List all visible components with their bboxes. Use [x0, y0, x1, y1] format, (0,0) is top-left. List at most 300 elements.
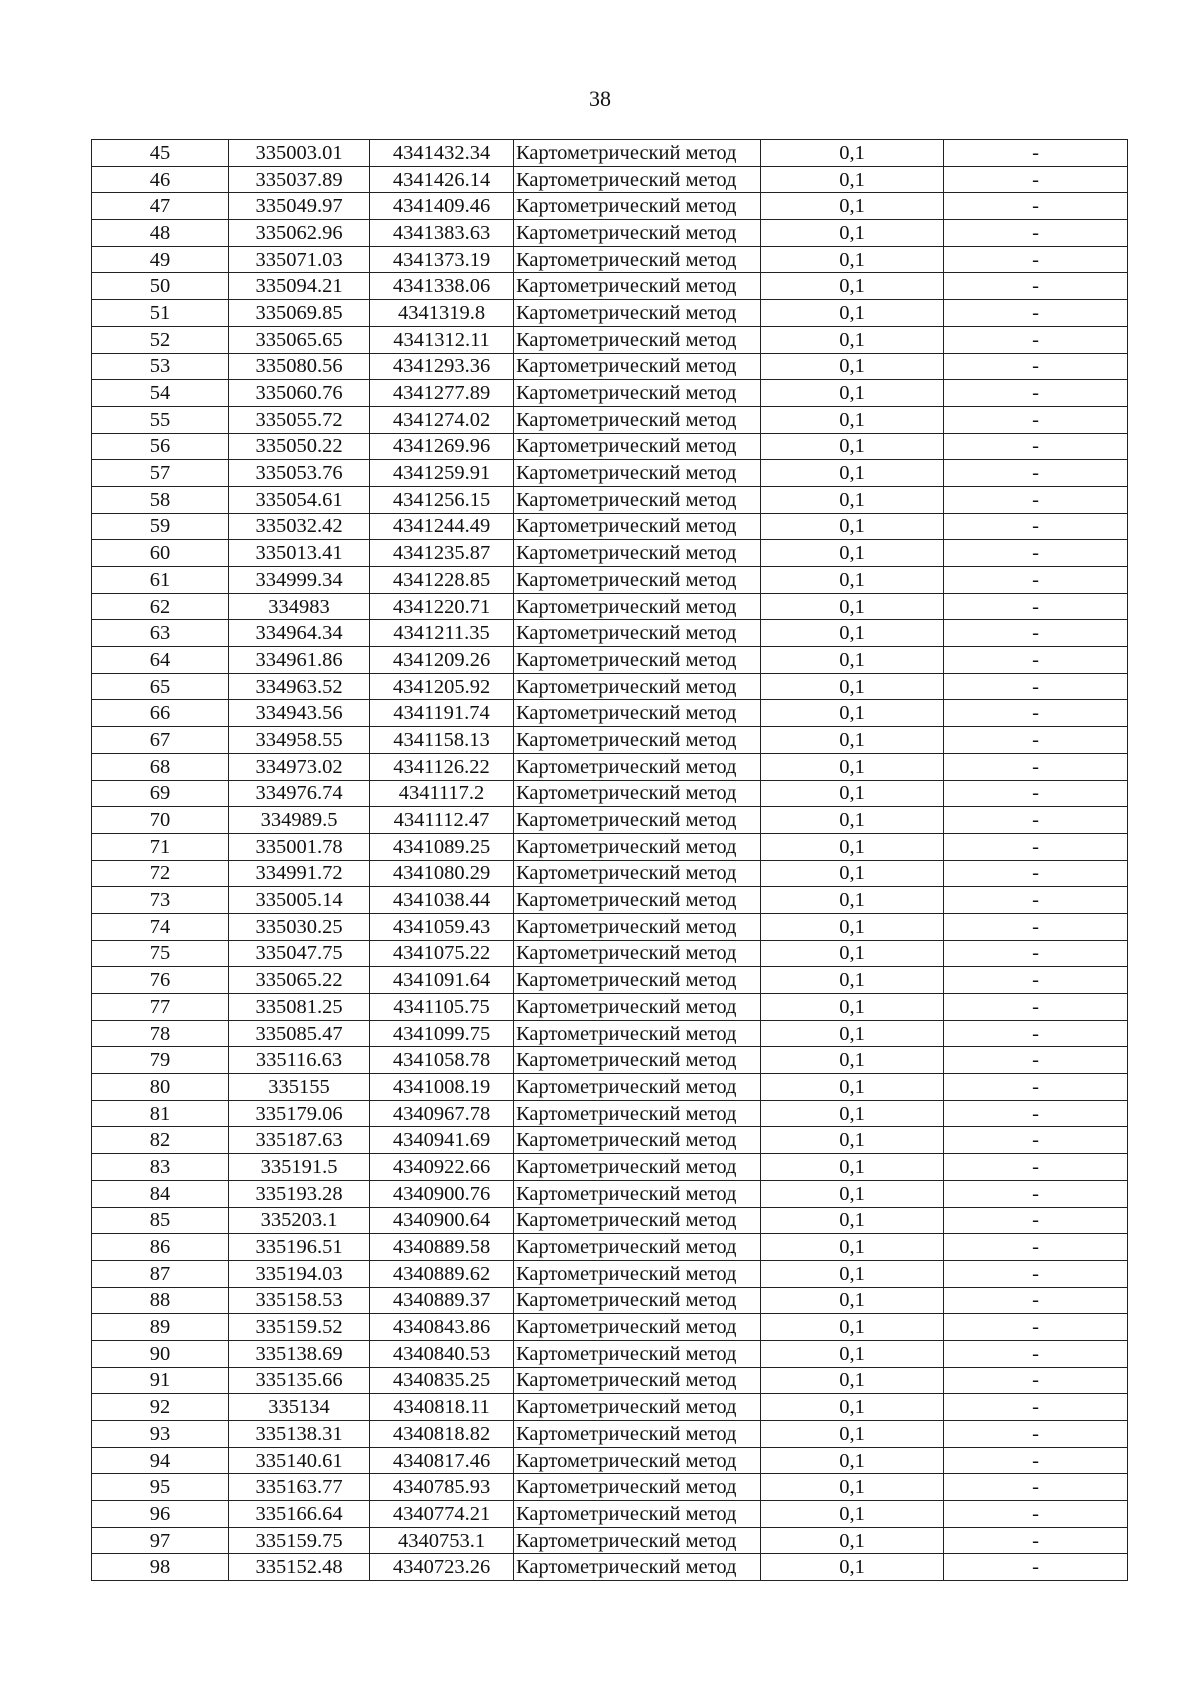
method-cell: Картометрический метод	[514, 994, 761, 1021]
point-number-cell: 82	[92, 1127, 229, 1154]
y-coordinate-cell: 4340922.66	[370, 1154, 514, 1181]
x-coordinate-cell: 334976.74	[229, 780, 370, 807]
accuracy-cell: 0,1	[761, 300, 944, 327]
point-number-cell: 47	[92, 193, 229, 220]
accuracy-cell: 0,1	[761, 593, 944, 620]
point-number-cell: 97	[92, 1527, 229, 1554]
accuracy-cell: 0,1	[761, 1207, 944, 1234]
x-coordinate-cell: 334989.5	[229, 807, 370, 834]
point-number-cell: 88	[92, 1287, 229, 1314]
y-coordinate-cell: 4341105.75	[370, 994, 514, 1021]
note-cell: -	[944, 353, 1128, 380]
y-coordinate-cell: 4340840.53	[370, 1340, 514, 1367]
accuracy-cell: 0,1	[761, 940, 944, 967]
y-coordinate-cell: 4341008.19	[370, 1074, 514, 1101]
method-cell: Картометрический метод	[514, 1234, 761, 1261]
method-cell: Картометрический метод	[514, 727, 761, 754]
x-coordinate-cell: 335013.41	[229, 540, 370, 567]
method-cell: Картометрический метод	[514, 380, 761, 407]
x-coordinate-cell: 335053.76	[229, 460, 370, 487]
y-coordinate-cell: 4341383.63	[370, 220, 514, 247]
accuracy-cell: 0,1	[761, 1447, 944, 1474]
note-cell: -	[944, 273, 1128, 300]
x-coordinate-cell: 334961.86	[229, 647, 370, 674]
page-number: 38	[589, 86, 611, 111]
table-row	[92, 220, 1128, 247]
method-cell: Картометрический метод	[514, 1207, 761, 1234]
point-number-cell: 69	[92, 780, 229, 807]
note-cell: -	[944, 220, 1128, 247]
point-number-cell: 64	[92, 647, 229, 674]
accuracy-cell: 0,1	[761, 273, 944, 300]
table-row	[92, 1047, 1128, 1074]
x-coordinate-cell: 335060.76	[229, 380, 370, 407]
accuracy-cell: 0,1	[761, 807, 944, 834]
method-cell: Картометрический метод	[514, 1314, 761, 1341]
y-coordinate-cell: 4340774.21	[370, 1501, 514, 1528]
method-cell: Картометрический метод	[514, 273, 761, 300]
table-row	[92, 273, 1128, 300]
x-coordinate-cell: 335203.1	[229, 1207, 370, 1234]
y-coordinate-cell: 4341038.44	[370, 887, 514, 914]
note-cell: -	[944, 753, 1128, 780]
method-cell: Картометрический метод	[514, 1367, 761, 1394]
table-row	[92, 1554, 1128, 1581]
table-row	[92, 406, 1128, 433]
point-number-cell: 66	[92, 700, 229, 727]
x-coordinate-cell: 335049.97	[229, 193, 370, 220]
accuracy-cell: 0,1	[761, 620, 944, 647]
method-cell: Картометрический метод	[514, 220, 761, 247]
table-row	[92, 753, 1128, 780]
x-coordinate-cell: 334991.72	[229, 860, 370, 887]
method-cell: Картометрический метод	[514, 967, 761, 994]
y-coordinate-cell: 4341259.91	[370, 460, 514, 487]
method-cell: Картометрический метод	[514, 940, 761, 967]
note-cell: -	[944, 700, 1128, 727]
note-cell: -	[944, 1447, 1128, 1474]
x-coordinate-cell: 334943.56	[229, 700, 370, 727]
accuracy-cell: 0,1	[761, 1020, 944, 1047]
point-number-cell: 70	[92, 807, 229, 834]
note-cell: -	[944, 1501, 1128, 1528]
accuracy-cell: 0,1	[761, 1554, 944, 1581]
y-coordinate-cell: 4340889.58	[370, 1234, 514, 1261]
accuracy-cell: 0,1	[761, 913, 944, 940]
table-row	[92, 780, 1128, 807]
point-number-cell: 76	[92, 967, 229, 994]
note-cell: -	[944, 1314, 1128, 1341]
method-cell: Картометрический метод	[514, 513, 761, 540]
accuracy-cell: 0,1	[761, 1047, 944, 1074]
note-cell: -	[944, 620, 1128, 647]
point-number-cell: 68	[92, 753, 229, 780]
point-number-cell: 55	[92, 406, 229, 433]
note-cell: -	[944, 780, 1128, 807]
method-cell: Картометрический метод	[514, 1501, 761, 1528]
y-coordinate-cell: 4340723.26	[370, 1554, 514, 1581]
coordinates-table-body	[92, 140, 1128, 1581]
accuracy-cell: 0,1	[761, 1180, 944, 1207]
accuracy-cell: 0,1	[761, 220, 944, 247]
x-coordinate-cell: 334973.02	[229, 753, 370, 780]
method-cell: Картометрический метод	[514, 406, 761, 433]
method-cell: Картометрический метод	[514, 673, 761, 700]
table-row	[92, 1127, 1128, 1154]
table-row	[92, 940, 1128, 967]
point-number-cell: 77	[92, 994, 229, 1021]
point-number-cell: 54	[92, 380, 229, 407]
method-cell: Картометрический метод	[514, 753, 761, 780]
y-coordinate-cell: 4341426.14	[370, 166, 514, 193]
y-coordinate-cell: 4340818.82	[370, 1421, 514, 1448]
table-row	[92, 326, 1128, 353]
accuracy-cell: 0,1	[761, 1527, 944, 1554]
y-coordinate-cell: 4341312.11	[370, 326, 514, 353]
note-cell: -	[944, 1527, 1128, 1554]
table-row	[92, 246, 1128, 273]
note-cell: -	[944, 887, 1128, 914]
note-cell: -	[944, 1234, 1128, 1261]
note-cell: -	[944, 647, 1128, 674]
accuracy-cell: 0,1	[761, 1260, 944, 1287]
accuracy-cell: 0,1	[761, 967, 944, 994]
accuracy-cell: 0,1	[761, 567, 944, 594]
accuracy-cell: 0,1	[761, 860, 944, 887]
point-number-cell: 78	[92, 1020, 229, 1047]
point-number-cell: 58	[92, 486, 229, 513]
y-coordinate-cell: 4340889.62	[370, 1260, 514, 1287]
point-number-cell: 63	[92, 620, 229, 647]
method-cell: Картометрический метод	[514, 807, 761, 834]
table-row	[92, 1234, 1128, 1261]
method-cell: Картометрический метод	[514, 1260, 761, 1287]
note-cell: -	[944, 406, 1128, 433]
accuracy-cell: 0,1	[761, 140, 944, 167]
y-coordinate-cell: 4341235.87	[370, 540, 514, 567]
x-coordinate-cell: 335159.75	[229, 1527, 370, 1554]
accuracy-cell: 0,1	[761, 433, 944, 460]
point-number-cell: 50	[92, 273, 229, 300]
point-number-cell: 45	[92, 140, 229, 167]
method-cell: Картометрический метод	[514, 1020, 761, 1047]
x-coordinate-cell: 335001.78	[229, 833, 370, 860]
method-cell: Картометрический метод	[514, 1287, 761, 1314]
point-number-cell: 91	[92, 1367, 229, 1394]
point-number-cell: 59	[92, 513, 229, 540]
table-row	[92, 513, 1128, 540]
y-coordinate-cell: 4341277.89	[370, 380, 514, 407]
accuracy-cell: 0,1	[761, 1154, 944, 1181]
table-row	[92, 140, 1128, 167]
accuracy-cell: 0,1	[761, 460, 944, 487]
y-coordinate-cell: 4341409.46	[370, 193, 514, 220]
point-number-cell: 56	[92, 433, 229, 460]
table-row	[92, 1154, 1128, 1181]
table-row	[92, 460, 1128, 487]
y-coordinate-cell: 4341338.06	[370, 273, 514, 300]
point-number-cell: 71	[92, 833, 229, 860]
accuracy-cell: 0,1	[761, 540, 944, 567]
note-cell: -	[944, 673, 1128, 700]
table-row	[92, 1367, 1128, 1394]
point-number-cell: 98	[92, 1554, 229, 1581]
note-cell: -	[944, 1340, 1128, 1367]
table-row	[92, 593, 1128, 620]
table-row	[92, 433, 1128, 460]
note-cell: -	[944, 940, 1128, 967]
point-number-cell: 72	[92, 860, 229, 887]
x-coordinate-cell: 335003.01	[229, 140, 370, 167]
y-coordinate-cell: 4340941.69	[370, 1127, 514, 1154]
point-number-cell: 80	[92, 1074, 229, 1101]
accuracy-cell: 0,1	[761, 700, 944, 727]
x-coordinate-cell: 335055.72	[229, 406, 370, 433]
method-cell: Картометрический метод	[514, 567, 761, 594]
y-coordinate-cell: 4341256.15	[370, 486, 514, 513]
y-coordinate-cell: 4340889.37	[370, 1287, 514, 1314]
method-cell: Картометрический метод	[514, 833, 761, 860]
y-coordinate-cell: 4341205.92	[370, 673, 514, 700]
note-cell: -	[944, 994, 1128, 1021]
table-row	[92, 913, 1128, 940]
accuracy-cell: 0,1	[761, 193, 944, 220]
point-number-cell: 75	[92, 940, 229, 967]
note-cell: -	[944, 727, 1128, 754]
point-number-cell: 53	[92, 353, 229, 380]
y-coordinate-cell: 4341191.74	[370, 700, 514, 727]
table-row	[92, 353, 1128, 380]
table-row	[92, 673, 1128, 700]
method-cell: Картометрический метод	[514, 1074, 761, 1101]
x-coordinate-cell: 335032.42	[229, 513, 370, 540]
point-number-cell: 61	[92, 567, 229, 594]
table-row	[92, 1020, 1128, 1047]
x-coordinate-cell: 335085.47	[229, 1020, 370, 1047]
table-row	[92, 1340, 1128, 1367]
x-coordinate-cell: 335054.61	[229, 486, 370, 513]
y-coordinate-cell: 4341373.19	[370, 246, 514, 273]
y-coordinate-cell: 4341274.02	[370, 406, 514, 433]
method-cell: Картометрический метод	[514, 433, 761, 460]
x-coordinate-cell: 335080.56	[229, 353, 370, 380]
point-number-cell: 95	[92, 1474, 229, 1501]
y-coordinate-cell: 4341058.78	[370, 1047, 514, 1074]
accuracy-cell: 0,1	[761, 727, 944, 754]
table-row	[92, 1100, 1128, 1127]
table-row	[92, 967, 1128, 994]
x-coordinate-cell: 335196.51	[229, 1234, 370, 1261]
x-coordinate-cell: 335194.03	[229, 1260, 370, 1287]
table-row	[92, 1394, 1128, 1421]
note-cell: -	[944, 1474, 1128, 1501]
y-coordinate-cell: 4340900.64	[370, 1207, 514, 1234]
accuracy-cell: 0,1	[761, 1234, 944, 1261]
note-cell: -	[944, 1421, 1128, 1448]
table-row	[92, 193, 1128, 220]
note-cell: -	[944, 380, 1128, 407]
table-row	[92, 727, 1128, 754]
x-coordinate-cell: 335159.52	[229, 1314, 370, 1341]
method-cell: Картометрический метод	[514, 1340, 761, 1367]
y-coordinate-cell: 4341158.13	[370, 727, 514, 754]
note-cell: -	[944, 1367, 1128, 1394]
y-coordinate-cell: 4341293.36	[370, 353, 514, 380]
y-coordinate-cell: 4341126.22	[370, 753, 514, 780]
point-number-cell: 90	[92, 1340, 229, 1367]
note-cell: -	[944, 433, 1128, 460]
accuracy-cell: 0,1	[761, 326, 944, 353]
table-row	[92, 540, 1128, 567]
x-coordinate-cell: 335069.85	[229, 300, 370, 327]
y-coordinate-cell: 4340753.1	[370, 1527, 514, 1554]
point-number-cell: 92	[92, 1394, 229, 1421]
x-coordinate-cell: 334999.34	[229, 567, 370, 594]
accuracy-cell: 0,1	[761, 753, 944, 780]
accuracy-cell: 0,1	[761, 486, 944, 513]
x-coordinate-cell: 335050.22	[229, 433, 370, 460]
y-coordinate-cell: 4341244.49	[370, 513, 514, 540]
method-cell: Картометрический метод	[514, 700, 761, 727]
point-number-cell: 85	[92, 1207, 229, 1234]
note-cell: -	[944, 567, 1128, 594]
x-coordinate-cell: 335037.89	[229, 166, 370, 193]
method-cell: Картометрический метод	[514, 193, 761, 220]
table-row	[92, 380, 1128, 407]
y-coordinate-cell: 4341319.8	[370, 300, 514, 327]
point-number-cell: 48	[92, 220, 229, 247]
accuracy-cell: 0,1	[761, 1474, 944, 1501]
note-cell: -	[944, 1047, 1128, 1074]
table-row	[92, 700, 1128, 727]
x-coordinate-cell: 335065.22	[229, 967, 370, 994]
method-cell: Картометрический метод	[514, 540, 761, 567]
method-cell: Картометрический метод	[514, 1447, 761, 1474]
method-cell: Картометрический метод	[514, 353, 761, 380]
method-cell: Картометрический метод	[514, 246, 761, 273]
table-row	[92, 1314, 1128, 1341]
note-cell: -	[944, 593, 1128, 620]
x-coordinate-cell: 335081.25	[229, 994, 370, 1021]
table-row	[92, 567, 1128, 594]
y-coordinate-cell: 4341075.22	[370, 940, 514, 967]
note-cell: -	[944, 513, 1128, 540]
x-coordinate-cell: 335094.21	[229, 273, 370, 300]
point-number-cell: 94	[92, 1447, 229, 1474]
note-cell: -	[944, 1554, 1128, 1581]
accuracy-cell: 0,1	[761, 380, 944, 407]
note-cell: -	[944, 967, 1128, 994]
y-coordinate-cell: 4341089.25	[370, 833, 514, 860]
method-cell: Картометрический метод	[514, 1047, 761, 1074]
accuracy-cell: 0,1	[761, 673, 944, 700]
table-row	[92, 1207, 1128, 1234]
note-cell: -	[944, 193, 1128, 220]
x-coordinate-cell: 335138.31	[229, 1421, 370, 1448]
point-number-cell: 62	[92, 593, 229, 620]
note-cell: -	[944, 326, 1128, 353]
method-cell: Картометрический метод	[514, 620, 761, 647]
note-cell: -	[944, 460, 1128, 487]
point-number-cell: 93	[92, 1421, 229, 1448]
point-number-cell: 51	[92, 300, 229, 327]
table-row	[92, 300, 1128, 327]
point-number-cell: 79	[92, 1047, 229, 1074]
accuracy-cell: 0,1	[761, 406, 944, 433]
method-cell: Картометрический метод	[514, 166, 761, 193]
y-coordinate-cell: 4340785.93	[370, 1474, 514, 1501]
accuracy-cell: 0,1	[761, 1127, 944, 1154]
x-coordinate-cell: 335193.28	[229, 1180, 370, 1207]
table-row	[92, 1501, 1128, 1528]
method-cell: Картометрический метод	[514, 647, 761, 674]
x-coordinate-cell: 335152.48	[229, 1554, 370, 1581]
y-coordinate-cell: 4341080.29	[370, 860, 514, 887]
table-row	[92, 1287, 1128, 1314]
table-row	[92, 1527, 1128, 1554]
accuracy-cell: 0,1	[761, 1367, 944, 1394]
x-coordinate-cell: 335138.69	[229, 1340, 370, 1367]
note-cell: -	[944, 860, 1128, 887]
x-coordinate-cell: 335030.25	[229, 913, 370, 940]
y-coordinate-cell: 4340835.25	[370, 1367, 514, 1394]
accuracy-cell: 0,1	[761, 1501, 944, 1528]
x-coordinate-cell: 334958.55	[229, 727, 370, 754]
x-coordinate-cell: 335062.96	[229, 220, 370, 247]
accuracy-cell: 0,1	[761, 994, 944, 1021]
note-cell: -	[944, 913, 1128, 940]
method-cell: Картометрический метод	[514, 1394, 761, 1421]
table-row	[92, 833, 1128, 860]
accuracy-cell: 0,1	[761, 246, 944, 273]
point-number-cell: 83	[92, 1154, 229, 1181]
note-cell: -	[944, 833, 1128, 860]
x-coordinate-cell: 335179.06	[229, 1100, 370, 1127]
y-coordinate-cell: 4341228.85	[370, 567, 514, 594]
accuracy-cell: 0,1	[761, 1421, 944, 1448]
accuracy-cell: 0,1	[761, 513, 944, 540]
y-coordinate-cell: 4340817.46	[370, 1447, 514, 1474]
table-row	[92, 166, 1128, 193]
point-number-cell: 96	[92, 1501, 229, 1528]
method-cell: Картометрический метод	[514, 780, 761, 807]
point-number-cell: 89	[92, 1314, 229, 1341]
method-cell: Картометрический метод	[514, 486, 761, 513]
note-cell: -	[944, 1020, 1128, 1047]
note-cell: -	[944, 486, 1128, 513]
note-cell: -	[944, 300, 1128, 327]
table-row	[92, 994, 1128, 1021]
y-coordinate-cell: 4340900.76	[370, 1180, 514, 1207]
point-number-cell: 57	[92, 460, 229, 487]
note-cell: -	[944, 1394, 1128, 1421]
x-coordinate-cell: 335135.66	[229, 1367, 370, 1394]
table-row	[92, 1447, 1128, 1474]
note-cell: -	[944, 1180, 1128, 1207]
x-coordinate-cell: 335163.77	[229, 1474, 370, 1501]
method-cell: Картометрический метод	[514, 1527, 761, 1554]
point-number-cell: 73	[92, 887, 229, 914]
y-coordinate-cell: 4340818.11	[370, 1394, 514, 1421]
x-coordinate-cell: 335166.64	[229, 1501, 370, 1528]
y-coordinate-cell: 4341220.71	[370, 593, 514, 620]
accuracy-cell: 0,1	[761, 647, 944, 674]
table-row	[92, 1074, 1128, 1101]
accuracy-cell: 0,1	[761, 1314, 944, 1341]
coordinates-table	[91, 139, 1128, 1581]
y-coordinate-cell: 4341117.2	[370, 780, 514, 807]
note-cell: -	[944, 540, 1128, 567]
